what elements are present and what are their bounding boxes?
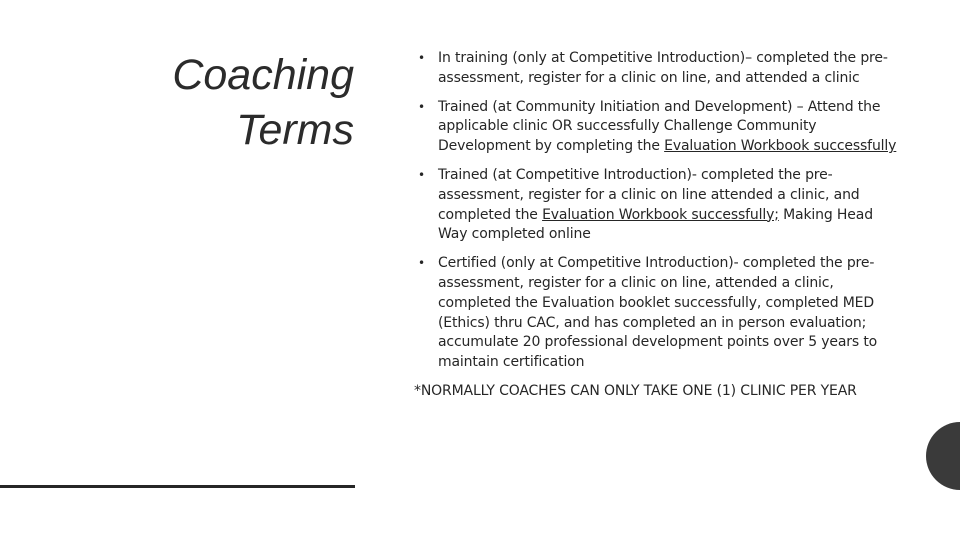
title-line-1: Coaching (172, 51, 354, 99)
underlined-text: Evaluation Workbook successfully (664, 138, 897, 155)
bullet-tail: Making Head Way completed online (438, 206, 873, 243)
slide-title (172, 48, 354, 158)
bullet-marker: • (418, 167, 425, 182)
bullet-body: – completed the pre-assessment, register for a clinic on line, and attended a clinic (438, 50, 888, 86)
bullet-item (414, 49, 904, 89)
bullet-marker: • (418, 256, 425, 271)
underlined-text: Evaluation Workbook successfully; (542, 206, 779, 223)
bullet-item (414, 98, 904, 157)
title-line-2: Terms (236, 106, 354, 154)
footnote: *NORMALLY COACHES CAN ONLY TAKE ONE (1) CLINIC PER YEAR (414, 382, 857, 399)
bullet-lead: Certified (only at Competitive Introduction) (438, 255, 734, 272)
bullet-list (414, 49, 904, 373)
bullet-item (414, 166, 904, 245)
bullet-item (414, 254, 904, 373)
bullet-lead: In training (only at Competitive Introduction) (438, 50, 746, 66)
bullet-lead: Trained (at Competitive Introduction) (438, 166, 692, 183)
divider-line (0, 485, 355, 488)
bullet-marker: • (418, 51, 425, 65)
bullet-body: – Attend the applicable clinic OR successfully Challenge Community Development by completing the (438, 98, 881, 155)
content-area (414, 49, 904, 402)
bullet-body: - completed the pre-assessment, register for a clinic on line, attended a clinic, completed the Evaluation booklet successfully, completed MED (Ethics) thru CAC, and has completed an in person evaluation; accumulate 20 professional development points over 5 years to maintain certification (438, 255, 878, 371)
bullet-body: - completed the pre-assessment, register for a clinic on line attended a clinic, and completed the (438, 166, 860, 223)
decorative-circle (926, 422, 960, 490)
bullet-marker: • (418, 99, 425, 114)
bullet-lead: Trained (at Community Initiation and Development) (438, 98, 793, 115)
